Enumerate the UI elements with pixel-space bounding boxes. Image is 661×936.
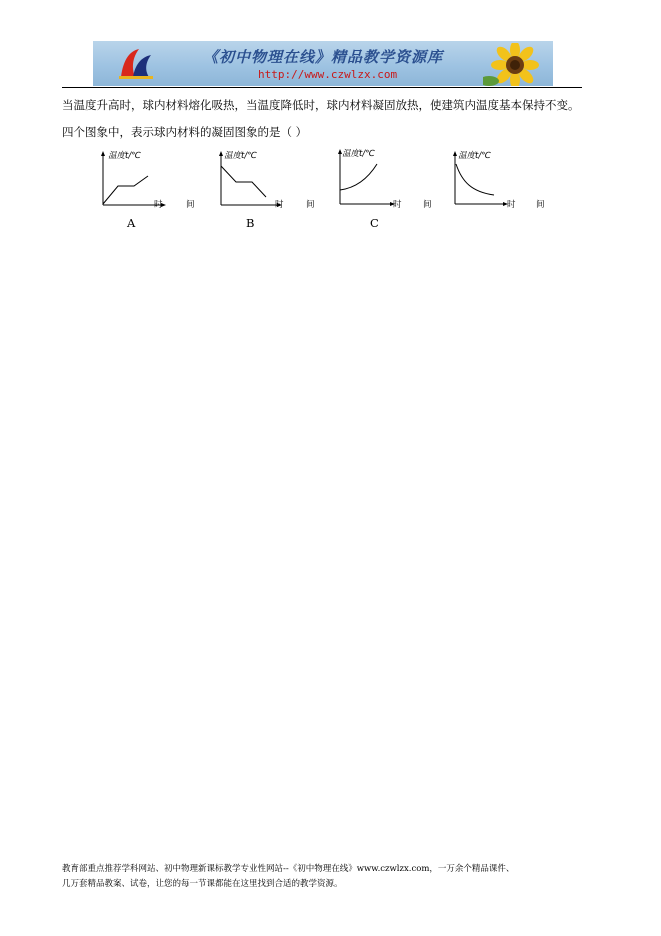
graph-b-curve bbox=[221, 166, 266, 197]
question-line: 四个图象中，表示球内材料的凝固图象的是（ ） bbox=[62, 125, 308, 139]
graph-a-y-label: 温度t/℃ bbox=[108, 151, 141, 161]
site-logo bbox=[117, 47, 155, 81]
sunflower-image bbox=[483, 43, 545, 86]
graph-c bbox=[333, 148, 443, 214]
graph-b-x-label-a: 时 bbox=[275, 200, 284, 210]
graph-b-x-label-b: 间 bbox=[306, 200, 315, 210]
paragraph-line-1: 当温度升高时，球内材料熔化吸热，当温度降低时，球内材料凝固放热，使建筑内温度基本保持不变。 bbox=[62, 98, 580, 112]
banner-title: 《初中物理在线》精品教学资源库 bbox=[203, 48, 444, 66]
header-banner bbox=[93, 41, 553, 86]
option-label-c: C bbox=[370, 216, 379, 230]
banner-url: http://www.czwlzx.com bbox=[258, 68, 398, 81]
option-label-b: B bbox=[246, 216, 255, 230]
graph-d-x-label-a: 时 bbox=[507, 200, 516, 210]
graph-d-curve bbox=[456, 164, 494, 195]
graph-c-x-label-b: 间 bbox=[423, 200, 432, 210]
graph-d-x-label-b: 间 bbox=[536, 200, 545, 210]
graph-d-y-label: 温度t/℃ bbox=[458, 151, 491, 161]
footer-line-2: 几万套精品教案、试卷，让您的每一节课都能在这里找到合适的教学资源。 bbox=[62, 879, 343, 889]
graph-b bbox=[214, 148, 324, 214]
graph-c-curve bbox=[340, 164, 377, 190]
footer-line-1: 教育部重点推荐学科网站、初中物理新课标教学专业性网站--《初中物理在线》www.czwlzx.com，一万余个精品课件、 bbox=[62, 864, 515, 874]
page-footer bbox=[62, 862, 602, 892]
graph-c-y-label: 温度t/℃ bbox=[342, 149, 375, 159]
graph-a bbox=[96, 148, 206, 214]
graph-a-curve bbox=[103, 176, 148, 204]
graph-d bbox=[448, 148, 558, 214]
graph-c-x-label-a: 时 bbox=[393, 200, 402, 210]
header-divider bbox=[62, 87, 582, 88]
graph-b-y-label: 温度t/℃ bbox=[224, 151, 257, 161]
graph-a-x-label-a: 时 bbox=[154, 200, 163, 210]
option-label-a: A bbox=[127, 216, 136, 230]
graph-a-x-label-b: 间 bbox=[186, 200, 195, 210]
